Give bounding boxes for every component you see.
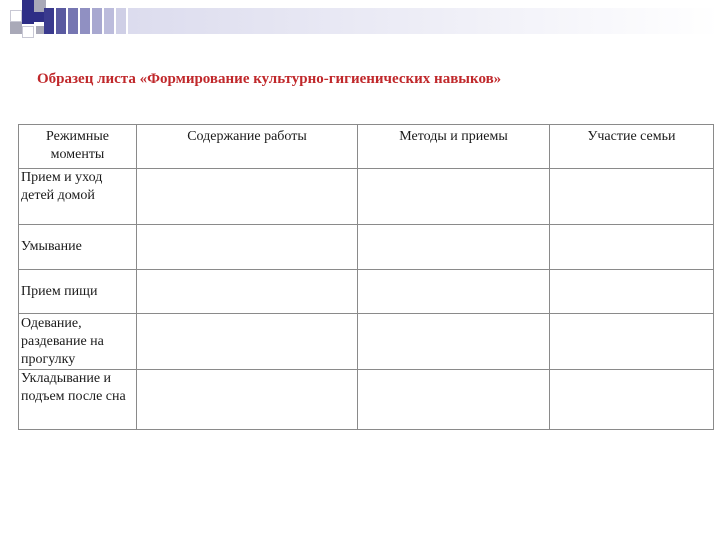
decor-square-navy-2	[22, 12, 34, 24]
table-header-row	[19, 125, 714, 169]
table-cell[interactable]	[358, 225, 550, 270]
header-work-content: Содержание работы	[137, 125, 358, 169]
table-cell[interactable]	[358, 370, 550, 430]
table-cell[interactable]	[550, 370, 714, 430]
decor-square-white-1	[10, 10, 22, 22]
table-cell[interactable]	[550, 314, 714, 370]
table-cell[interactable]	[358, 314, 550, 370]
decor-top-band	[44, 8, 720, 34]
table-cell[interactable]	[137, 270, 358, 314]
page-title: Образец листа «Формирование культурно-гигиенических навыков»	[37, 71, 502, 87]
table-cell[interactable]	[550, 270, 714, 314]
decor-square-gray-3	[36, 26, 44, 34]
decor-square-white-2	[22, 26, 34, 38]
decor-square-navy-3	[34, 12, 44, 22]
table-row	[19, 270, 714, 314]
row-label-reception: Прием и уход детей домой	[19, 169, 137, 225]
worksheet-table	[18, 124, 714, 430]
table-row	[19, 314, 714, 370]
row-label-dressing: Одевание, раздевание на прогулку	[19, 314, 137, 370]
table-cell[interactable]	[550, 169, 714, 225]
table-row	[19, 225, 714, 270]
header-methods: Методы и приемы	[358, 125, 550, 169]
decor-square-gray-2	[10, 22, 22, 34]
table-cell[interactable]	[358, 270, 550, 314]
table-cell[interactable]	[137, 225, 358, 270]
table-cell[interactable]	[137, 370, 358, 430]
table-cell[interactable]	[358, 169, 550, 225]
row-label-sleep: Укладывание и подъем после сна	[19, 370, 137, 430]
header-regime-moments: Режимные моменты	[19, 125, 137, 169]
table-row	[19, 169, 714, 225]
row-label-eating: Прием пищи	[19, 270, 137, 314]
table-cell[interactable]	[137, 169, 358, 225]
decor-square-navy-1	[22, 0, 34, 12]
table-cell[interactable]	[550, 225, 714, 270]
table-row	[19, 370, 714, 430]
row-label-washing: Умывание	[19, 225, 137, 270]
header-family-participation: Участие семьи	[550, 125, 714, 169]
table-cell[interactable]	[137, 314, 358, 370]
